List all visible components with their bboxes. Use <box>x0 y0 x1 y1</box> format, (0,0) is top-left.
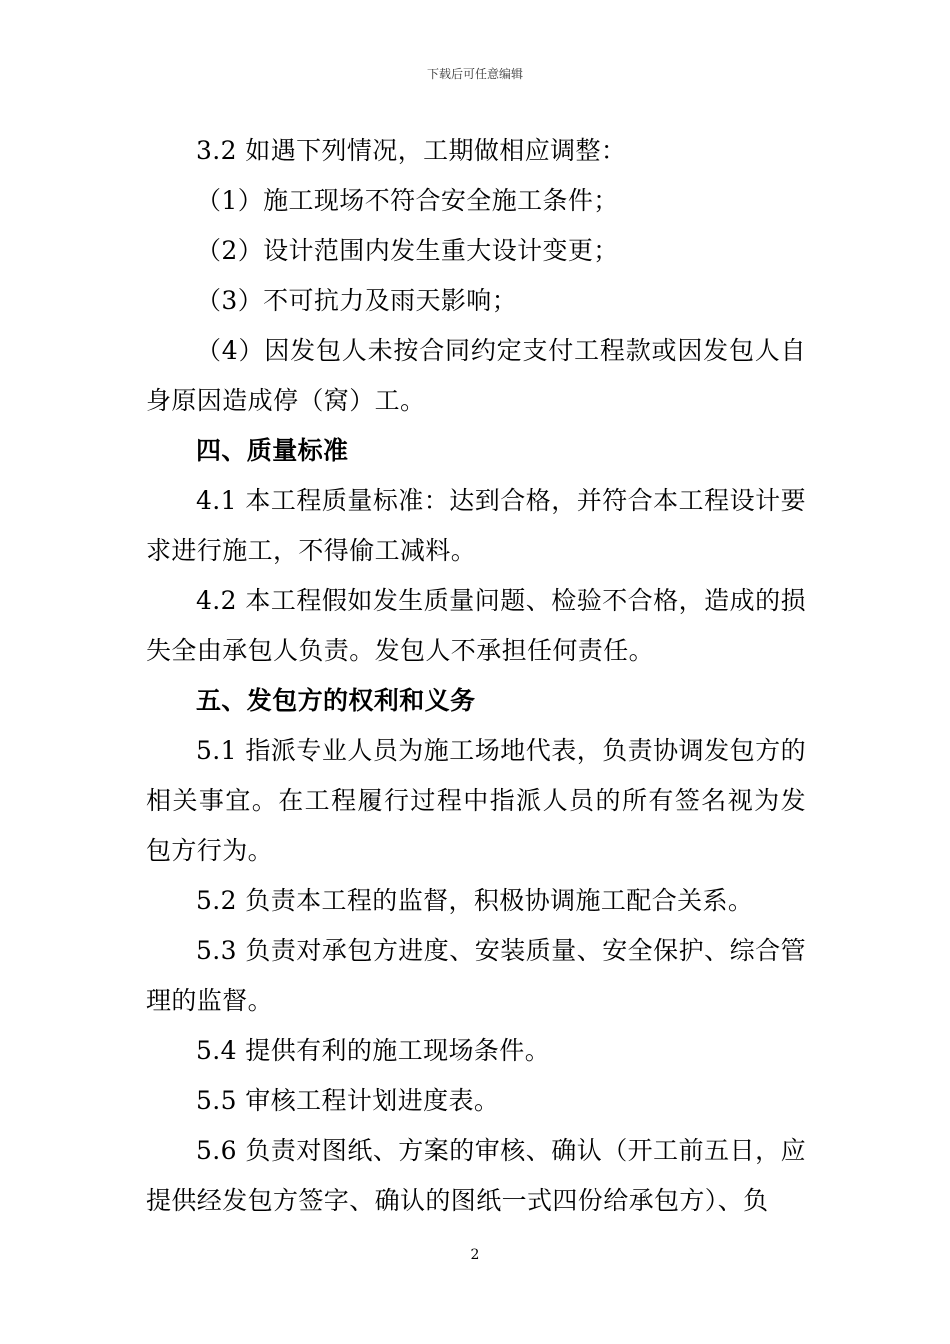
paragraph-4-2: 4.2 本工程假如发生质量问题、检验不合格，造成的损失全由承包人负责。发包人不承担任何责任。 <box>146 586 806 665</box>
section-heading-employer-rights: 五、发包方的权利和义务 <box>196 686 476 715</box>
paragraph-4-1: 4.1 本工程质量标准：达到合格，并符合本工程设计要求进行施工，不得偷工减料。 <box>146 486 806 565</box>
section-heading-quality: 四、质量标准 <box>196 436 349 465</box>
list-item-2: （2）设计范围内发生重大设计变更； <box>196 236 619 265</box>
list-item-4: （4）因发包人未按合同约定支付工程款或因发包人自身原因造成停（窝）工。 <box>146 336 806 415</box>
page-number: 2 <box>470 1247 480 1263</box>
paragraph-3-2: 3.2 如遇下列情况，工期做相应调整： <box>196 136 627 165</box>
paragraph-5-4: 5.4 提供有利的施工现场条件。 <box>196 1036 551 1065</box>
list-item-3: （3）不可抗力及雨天影响； <box>196 286 518 315</box>
list-item-1: （1）施工现场不符合安全施工条件； <box>196 186 619 215</box>
paragraph-5-5: 5.5 审核工程计划进度表。 <box>196 1086 500 1115</box>
paragraph-5-2: 5.2 负责本工程的监督，积极协调施工配合关系。 <box>196 886 754 915</box>
paragraph-5-1: 5.1 指派专业人员为施工场地代表，负责协调发包方的相关事宜。在工程履行过程中指派人员的所有签名视为发包方行为。 <box>146 736 806 865</box>
paragraph-5-6: 5.6 负责对图纸、方案的审核、确认（开工前五日，应提供经发包方签字、确认的图纸一式四份给承包方）、负 <box>146 1136 806 1215</box>
page-header: 下载后可任意编辑 <box>426 67 523 81</box>
paragraph-5-3: 5.3 负责对承包方进度、安装质量、安全保护、综合管理的监督。 <box>146 936 806 1015</box>
document-body <box>146 126 806 1226</box>
